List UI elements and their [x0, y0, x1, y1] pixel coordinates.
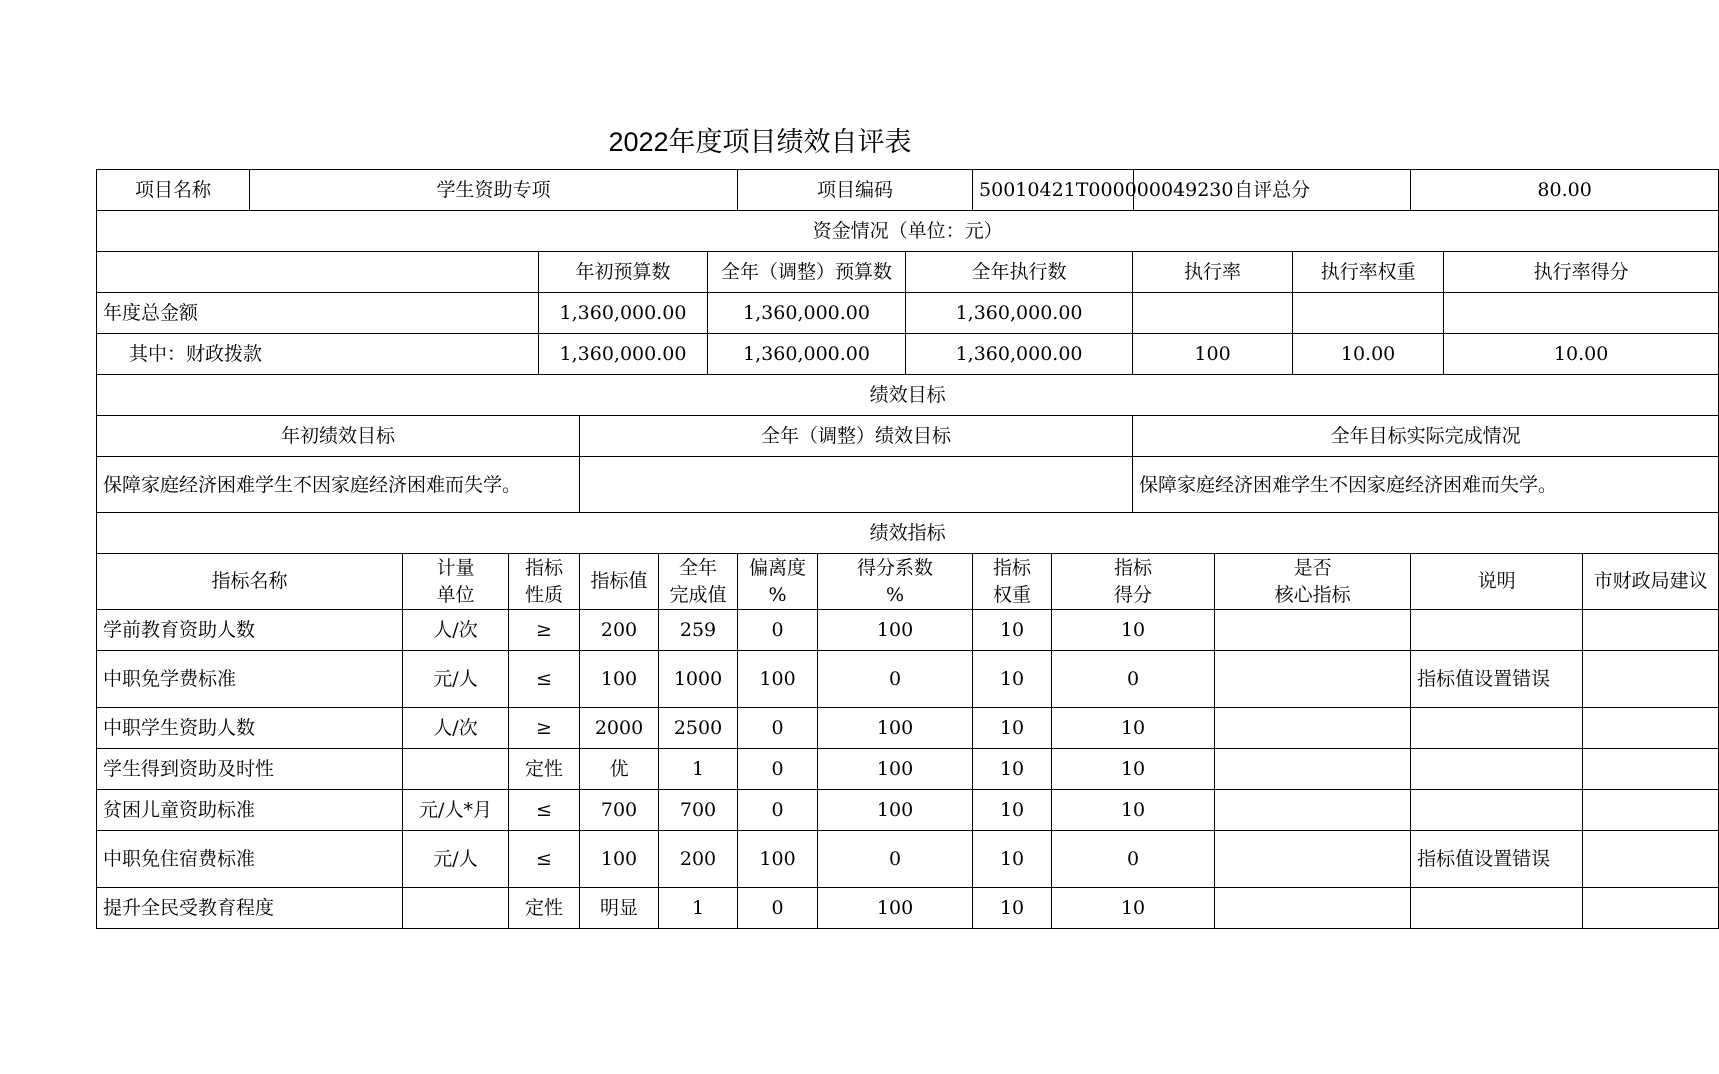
funding-weight [1293, 293, 1444, 334]
indicator-score: 10 [1052, 888, 1215, 929]
indicator-core [1215, 749, 1411, 790]
indicator-note [1411, 888, 1583, 929]
indicator-deviation: 0 [738, 888, 818, 929]
indicator-suggestion [1583, 831, 1719, 888]
header-initial-goal: 年初绩效目标 [97, 416, 580, 457]
funding-initial: 1,360,000.00 [539, 293, 708, 334]
indicator-deviation: 100 [738, 651, 818, 708]
goals-section-title: 绩效目标 [97, 375, 1719, 416]
indicator-weight: 10 [973, 888, 1052, 929]
indicator-name: 贫困儿童资助标准 [97, 790, 403, 831]
indicator-value: 明显 [580, 888, 659, 929]
table-row [97, 708, 1719, 749]
funding-weight: 10.00 [1293, 334, 1444, 375]
indicator-unit [403, 749, 509, 790]
header-suggestion: 市财政局建议 [1583, 554, 1719, 610]
funding-adjusted: 1,360,000.00 [708, 293, 906, 334]
indicator-score: 10 [1052, 749, 1215, 790]
indicator-coefficient: 0 [818, 651, 973, 708]
indicator-coefficient: 100 [818, 888, 973, 929]
header-adjusted-budget: 全年（调整）预算数 [708, 252, 906, 293]
funding-adjusted: 1,360,000.00 [708, 334, 906, 375]
funding-header-row [97, 252, 1719, 293]
indicator-nature: ≤ [509, 651, 580, 708]
indicator-note [1411, 790, 1583, 831]
indicator-score: 10 [1052, 708, 1215, 749]
indicator-core [1215, 790, 1411, 831]
header-complete: 全年 完成值 [659, 554, 738, 610]
header-rate-score: 执行率得分 [1444, 252, 1719, 293]
goals-header-row [97, 416, 1719, 457]
indicator-suggestion [1583, 888, 1719, 929]
indicator-unit: 人/次 [403, 610, 509, 651]
table-row [97, 888, 1719, 929]
indicator-name: 学前教育资助人数 [97, 610, 403, 651]
indicator-weight: 10 [973, 790, 1052, 831]
indicator-score: 0 [1052, 831, 1215, 888]
indicator-name: 中职免学费标准 [97, 651, 403, 708]
funding-row-total [97, 293, 1719, 334]
score-label: 自评总分 [1134, 170, 1411, 211]
funding-rate [1133, 293, 1293, 334]
indicator-complete: 1 [659, 888, 738, 929]
header-exec-rate: 执行率 [1133, 252, 1293, 293]
indicator-suggestion [1583, 749, 1719, 790]
indicator-value: 2000 [580, 708, 659, 749]
indicator-complete: 700 [659, 790, 738, 831]
page-title: 2022年度项目绩效自评表 [608, 127, 912, 157]
goals-content-row [97, 457, 1719, 513]
indicator-suggestion [1583, 708, 1719, 749]
total-score: 80.00 [1411, 170, 1719, 211]
indicator-core [1215, 888, 1411, 929]
indicator-unit: 元/人*月 [403, 790, 509, 831]
indicator-nature: 定性 [509, 749, 580, 790]
indicator-suggestion [1583, 790, 1719, 831]
header-value: 指标值 [580, 554, 659, 610]
indicator-value: 优 [580, 749, 659, 790]
indicator-deviation: 0 [738, 749, 818, 790]
header-note: 说明 [1411, 554, 1583, 610]
indicator-note [1411, 749, 1583, 790]
indicator-nature: ≤ [509, 790, 580, 831]
indicator-complete: 200 [659, 831, 738, 888]
indicator-note [1411, 708, 1583, 749]
indicators-header-row [97, 554, 1719, 610]
funding-row-label: 年度总金额 [97, 293, 539, 334]
indicator-unit: 元/人 [403, 651, 509, 708]
indicator-unit: 元/人 [403, 831, 509, 888]
table-row [97, 749, 1719, 790]
indicator-complete: 2500 [659, 708, 738, 749]
indicator-note: 指标值设置错误 [1411, 831, 1583, 888]
header-nature: 指标 性质 [509, 554, 580, 610]
indicator-coefficient: 100 [818, 749, 973, 790]
adjusted-goal [580, 457, 1133, 513]
indicator-core [1215, 610, 1411, 651]
indicator-coefficient: 100 [818, 610, 973, 651]
header-weight: 指标 权重 [973, 554, 1052, 610]
indicator-deviation: 0 [738, 790, 818, 831]
indicator-nature: ≤ [509, 831, 580, 888]
header-unit: 计量 单位 [403, 554, 509, 610]
header-score: 指标 得分 [1052, 554, 1215, 610]
indicator-core [1215, 651, 1411, 708]
header-rate-weight: 执行率权重 [1293, 252, 1444, 293]
indicator-coefficient: 100 [818, 790, 973, 831]
funding-row-label: 其中：财政拨款 [97, 334, 539, 375]
indicator-coefficient: 0 [818, 831, 973, 888]
funding-executed: 1,360,000.00 [906, 293, 1133, 334]
header-deviation: 偏离度 % [738, 554, 818, 610]
indicator-weight: 10 [973, 651, 1052, 708]
indicator-coefficient: 100 [818, 708, 973, 749]
header-initial-budget: 年初预算数 [539, 252, 708, 293]
table-row [97, 831, 1719, 888]
header-actual: 全年目标实际完成情况 [1133, 416, 1719, 457]
indicator-weight: 10 [973, 831, 1052, 888]
funding-score: 10.00 [1444, 334, 1719, 375]
header-executed: 全年执行数 [906, 252, 1133, 293]
actual-completion: 保障家庭经济困难学生不因家庭经济困难而失学。 [1133, 457, 1719, 513]
indicator-deviation: 100 [738, 831, 818, 888]
indicator-name: 提升全民受教育程度 [97, 888, 403, 929]
funding-executed: 1,360,000.00 [906, 334, 1133, 375]
indicator-unit [403, 888, 509, 929]
indicator-nature: ≥ [509, 610, 580, 651]
indicator-score: 10 [1052, 610, 1215, 651]
project-code-label: 项目编码 [738, 170, 973, 211]
indicator-complete: 1000 [659, 651, 738, 708]
funding-rate: 100 [1133, 334, 1293, 375]
table-row [97, 790, 1719, 831]
header-core: 是否 核心指标 [1215, 554, 1411, 610]
indicator-name: 中职学生资助人数 [97, 708, 403, 749]
indicator-note: 指标值设置错误 [1411, 651, 1583, 708]
indicator-note [1411, 610, 1583, 651]
indicator-nature: 定性 [509, 888, 580, 929]
header-indicator-name: 指标名称 [97, 554, 403, 610]
indicator-core [1215, 708, 1411, 749]
indicator-value: 100 [580, 831, 659, 888]
funding-initial: 1,360,000.00 [539, 334, 708, 375]
indicator-deviation: 0 [738, 708, 818, 749]
indicator-score: 0 [1052, 651, 1215, 708]
indicator-weight: 10 [973, 708, 1052, 749]
indicator-weight: 10 [973, 749, 1052, 790]
funding-score [1444, 293, 1719, 334]
table-row [97, 610, 1719, 651]
indicator-value: 100 [580, 651, 659, 708]
indicator-value: 200 [580, 610, 659, 651]
indicator-complete: 1 [659, 749, 738, 790]
project-name-label: 项目名称 [97, 170, 250, 211]
indicator-nature: ≥ [509, 708, 580, 749]
indicators-section-title: 绩效指标 [97, 513, 1719, 554]
indicator-name: 中职免住宿费标准 [97, 831, 403, 888]
header-adjusted-goal: 全年（调整）绩效目标 [580, 416, 1133, 457]
funding-row-fiscal [97, 334, 1719, 375]
funding-section-title: 资金情况（单位：元） [97, 211, 1719, 252]
project-code: 50010421T000000049230 [973, 170, 1134, 211]
header-coefficient: 得分系数 % [818, 554, 973, 610]
indicator-score: 10 [1052, 790, 1215, 831]
indicator-suggestion [1583, 610, 1719, 651]
project-name: 学生资助专项 [250, 170, 738, 211]
indicator-value: 700 [580, 790, 659, 831]
indicator-complete: 259 [659, 610, 738, 651]
indicator-unit: 人/次 [403, 708, 509, 749]
indicator-weight: 10 [973, 610, 1052, 651]
self-evaluation-table [96, 169, 1719, 929]
indicator-deviation: 0 [738, 610, 818, 651]
indicator-core [1215, 831, 1411, 888]
indicator-suggestion [1583, 651, 1719, 708]
initial-goal: 保障家庭经济困难学生不因家庭经济困难而失学。 [97, 457, 580, 513]
indicator-name: 学生得到资助及时性 [97, 749, 403, 790]
project-row [97, 170, 1719, 211]
table-row [97, 651, 1719, 708]
